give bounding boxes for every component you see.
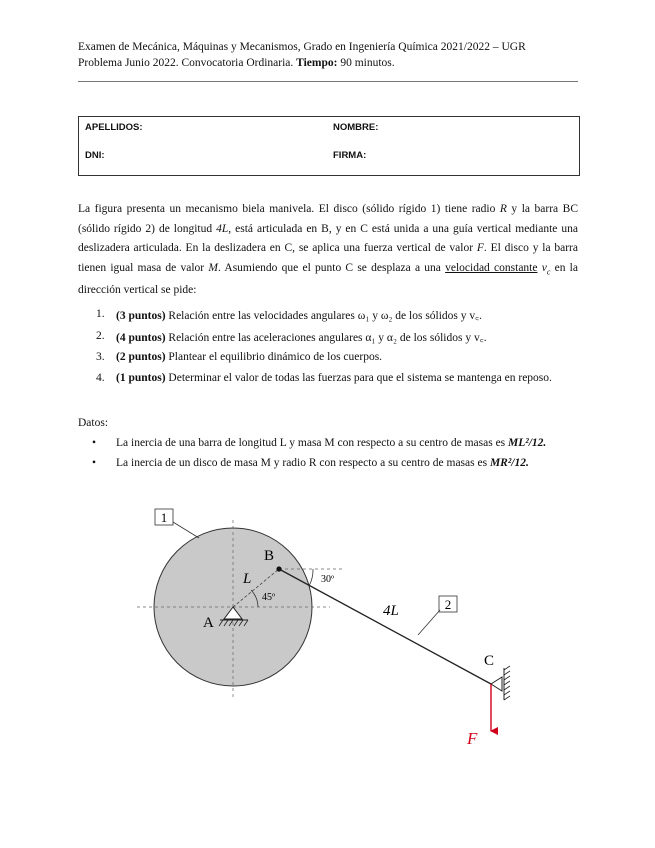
inertia-disk-formula: MR²/12. — [489, 457, 529, 469]
leader-line-1 — [173, 522, 199, 538]
time-value: 90 minutos. — [340, 57, 395, 69]
var-R: R — [499, 203, 507, 215]
length-L-label: L — [243, 571, 252, 587]
time-label: Tiempo: — [296, 57, 338, 69]
leader-line-2 — [418, 610, 440, 635]
apellidos-label: APELLIDOS: — [85, 122, 143, 133]
var-F: F — [476, 242, 484, 254]
slider-C — [491, 677, 502, 691]
pin-B — [276, 566, 281, 571]
angle-30-label: 30º — [321, 574, 335, 585]
var-vc: $v_c$ — [541, 261, 551, 276]
point-A-label: A — [203, 615, 214, 631]
question-points: (4 puntos) — [116, 332, 166, 344]
guide-hatch-C — [504, 666, 510, 700]
exam-title: Examen de Mecánica, Máquinas y Mecanismos, Grado en Ingeniería Química 2021/2022 – UGR — [78, 41, 526, 53]
angle-arc-30 — [309, 569, 313, 586]
label-2: 2 — [444, 597, 452, 612]
point-B-label: B — [264, 548, 275, 564]
inertia-bar-formula: ML²/12. — [508, 437, 547, 449]
point-C-label: C — [484, 653, 495, 669]
var-M: M — [208, 261, 218, 274]
nombre-label: NOMBRE: — [333, 122, 379, 133]
label-1: 1 — [160, 510, 168, 525]
var-4L: 4L — [216, 222, 229, 235]
angle-45-label: 45º — [262, 592, 276, 603]
datos-title: Datos: — [78, 417, 109, 429]
bar-BC — [279, 569, 491, 684]
problem-info: Problema Junio 2022. Convocatoria Ordinaria. — [78, 57, 294, 69]
question-points: (3 puntos) — [116, 310, 166, 322]
underlined-phrase: velocidad constante — [445, 261, 538, 274]
force-F-label: F — [467, 729, 478, 748]
question-points: (2 puntos) — [116, 351, 166, 363]
firma-label: FIRMA: — [333, 150, 367, 161]
question-points: (1 puntos) — [116, 372, 166, 384]
dni-label: DNI: — [85, 150, 105, 161]
length-4L-label: 4L — [383, 603, 399, 619]
problem-statement: La figura presenta un mecanismo biela manivela. El disco (sólido rígido 1) tiene radio R y la barra BC (sólido rígido 2) de longitud 4L, está articulada en B, y en C está unida a una guía vertical mediante una deslizadera articulada. En la deslizadera en C, se aplica una fuerza vertical de valor F. El disco y la barra tienen igual masa de valor M. Asumiendo que el punto C se desplaza a una velocidad constante $v_c$ en la dirección vertical se pide: — [78, 203, 578, 297]
